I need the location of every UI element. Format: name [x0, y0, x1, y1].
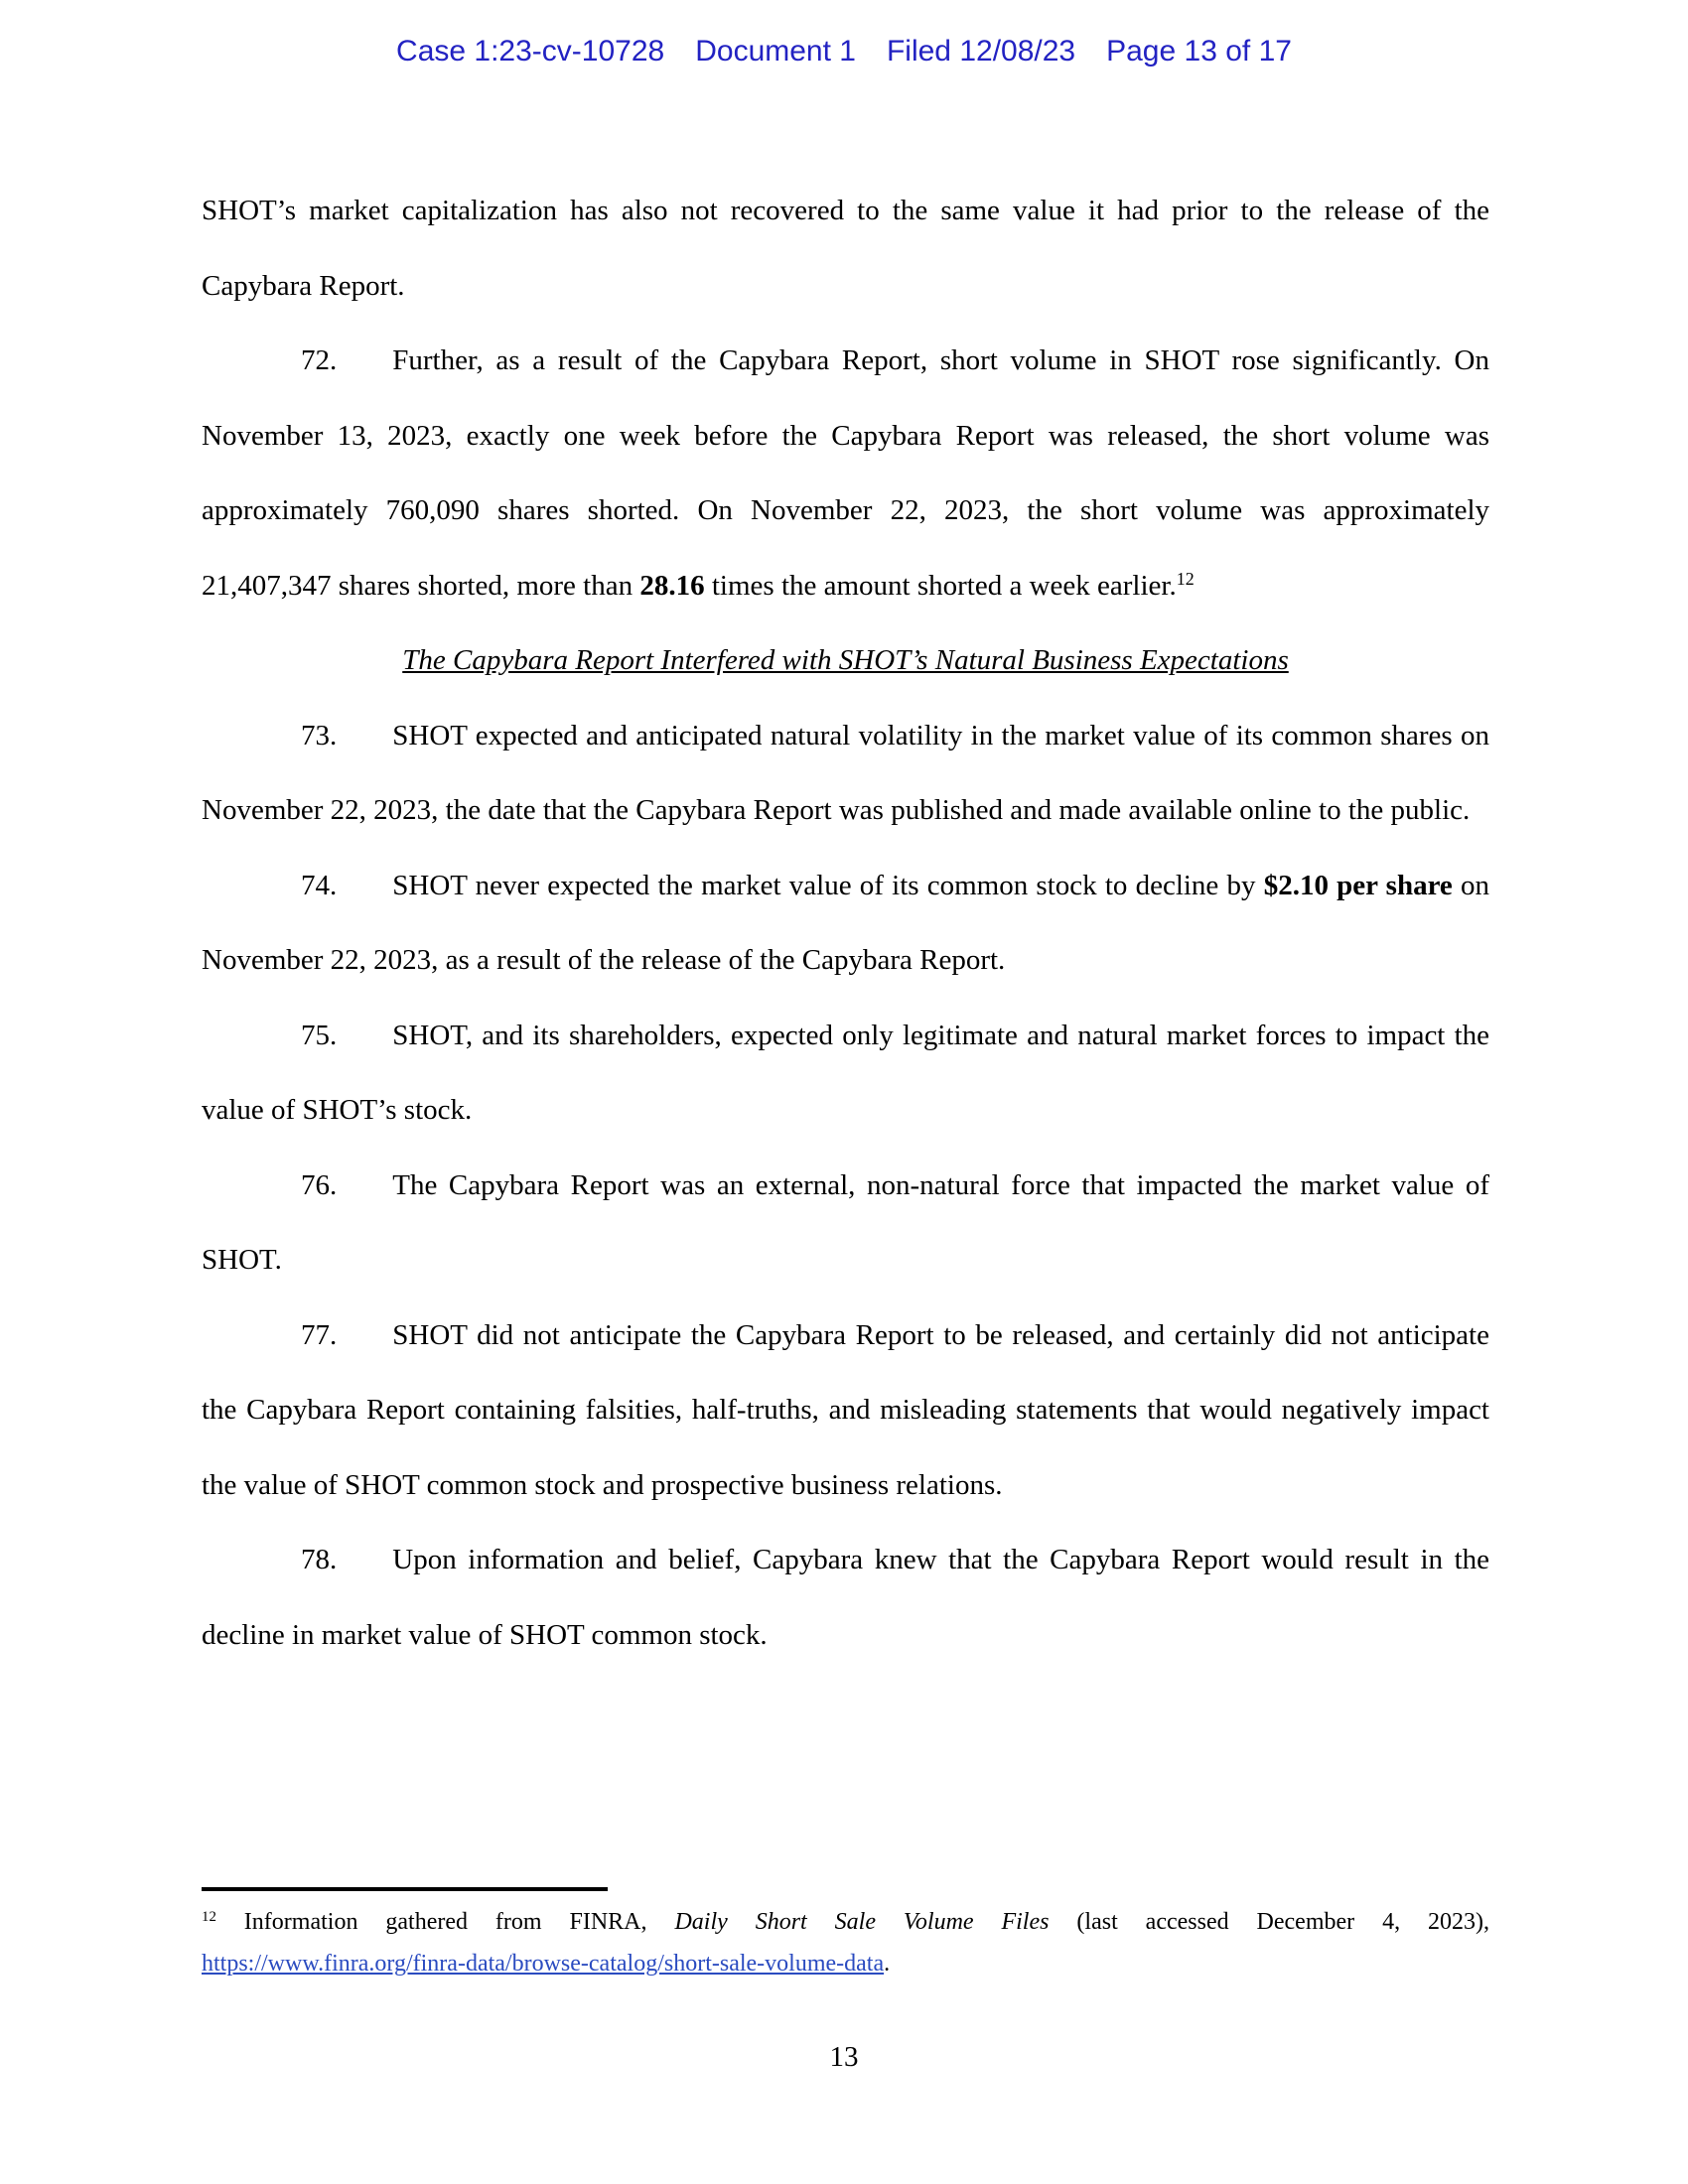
paragraph-text: times the amount shorted a week earlier. [704, 569, 1177, 602]
paragraph-text: Upon information and belief, Capybara knew that the Capybara Report would result in the decline in market value of SHOT common stock. [202, 1544, 1489, 1651]
stamp-filed-date: Filed 12/08/23 [886, 35, 1076, 68]
finra-url-link[interactable]: https://www.finra.org/finra-data/browse-catalog/short-sale-volume-data [202, 1951, 885, 1977]
page-number: 13 [829, 2041, 859, 2073]
paragraph-78 [202, 1523, 1489, 1673]
paragraph-73 [202, 699, 1489, 849]
paragraph-text: on November 22, 2023, as a result of the release of the Capybara Report. [202, 869, 1490, 976]
paragraph-text: SHOT’s market capitalization has also not recovered to the same value it had prior to the release of the Capybara Report. [202, 195, 1489, 302]
footnote-number: 12 [202, 1908, 216, 1925]
stamp-page-of: Page 13 of 17 [1106, 35, 1292, 68]
court-filing-stamp [0, 36, 1688, 68]
paragraph-76 [202, 1149, 1489, 1298]
footnote-12-url-line [202, 1943, 1489, 1984]
section-heading-text: The Capybara Report Interfered with SHOT’s Natural Business Expectations [402, 644, 1289, 676]
section-heading [202, 623, 1489, 699]
paragraph-text: SHOT, and its shareholders, expected only legitimate and natural market forces to impact the value of SHOT’s stock. [202, 1019, 1489, 1126]
bold-figure: $2.10 per share [1263, 869, 1453, 901]
paragraph-text: The Capybara Report was an external, non-natural force that impacted the market value of SHOT. [202, 1168, 1489, 1276]
paragraph-75 [202, 999, 1489, 1149]
paragraph-text: Further, as a result of the Capybara Report, short volume in SHOT rose significantly. On November 13, 2023, exactly one week before the Capybara Report was released, the short volume was approximately 760,090 shares shorted. On November 22, 2023, the short volume was approximately 21,407,347 shares shorted, more than [202, 344, 1489, 602]
footnote-text: (last accessed December 4, 2023), [1049, 1909, 1489, 1935]
stamp-case-number: Case 1:23-cv-10728 [396, 35, 665, 68]
paragraph-77 [202, 1298, 1489, 1524]
footnote-reference-12: 12 [1176, 568, 1195, 589]
paragraph-number: 76. [301, 1168, 338, 1201]
document-body [202, 174, 1489, 1673]
paragraph-74 [202, 849, 1489, 999]
footnote-period: . [884, 1951, 891, 1977]
paragraph-number: 72. [301, 344, 338, 376]
footnote-separator-line [202, 1887, 608, 1891]
paragraph-number: 75. [301, 1019, 338, 1051]
paragraph-number: 78. [301, 1544, 338, 1575]
bold-figure: 28.16 [639, 569, 705, 602]
paragraph-text: SHOT did not anticipate the Capybara Report to be released, and certainly did not anticipate the Capybara Report containing falsities, half-truths, and misleading statements that would negatively impact the value of SHOT common stock and prospective business relations. [202, 1318, 1489, 1501]
paragraph-number: 74. [301, 869, 338, 901]
paragraph-number: 73. [301, 719, 338, 751]
stamp-document-number: Document 1 [695, 35, 856, 68]
footnote-12-text [202, 1901, 1489, 1943]
footnote-source-title: Daily Short Sale Volume Files [674, 1909, 1050, 1935]
footnote-text: Information gathered from FINRA, [215, 1909, 675, 1935]
paragraph-71-continuation [202, 174, 1489, 324]
footnote-block [202, 1887, 1489, 1984]
paragraph-72 [202, 324, 1489, 623]
paragraph-text: SHOT expected and anticipated natural volatility in the market value of its common shares on November 22, 2023, the date that the Capybara Report was published and made available online to the public. [202, 719, 1489, 826]
paragraph-number: 77. [301, 1318, 338, 1351]
paragraph-text: SHOT never expected the market value of its common stock to decline by [392, 869, 1264, 901]
